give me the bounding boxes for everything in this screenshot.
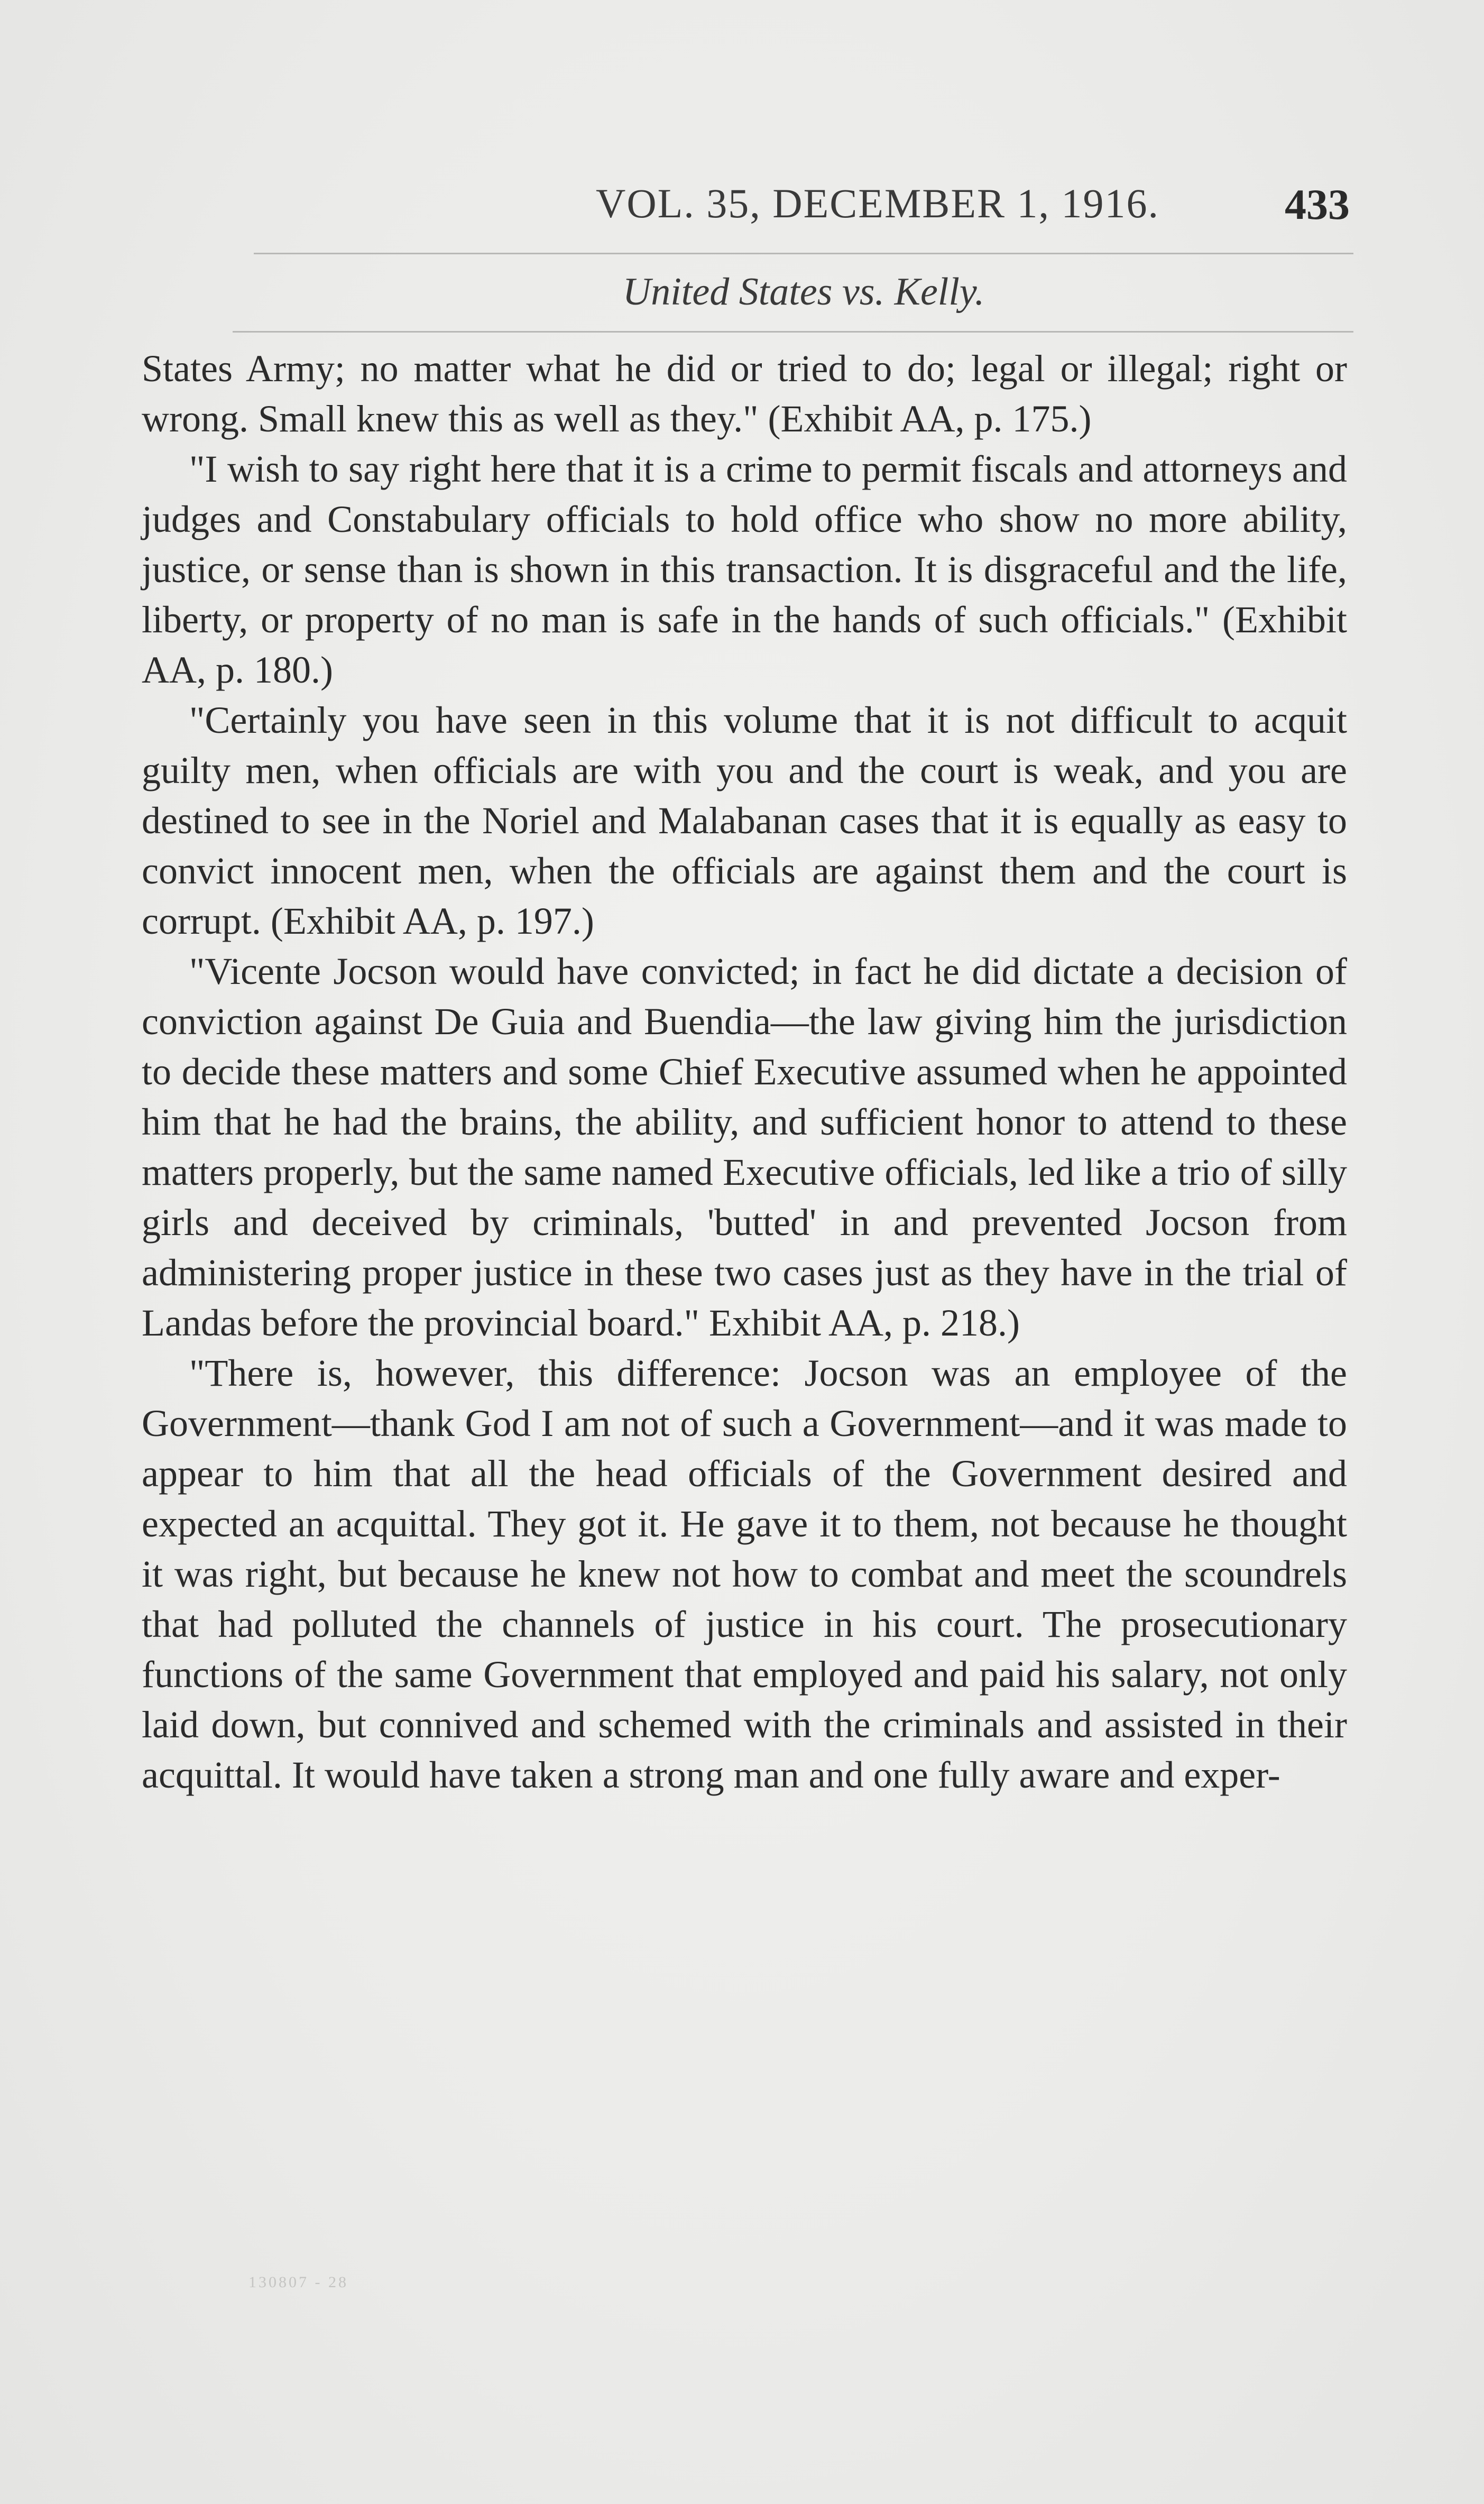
paragraph-4: "Vicente Jocson would have convicted; in fact he did dictate a decision of conviction against De Guia and Buendia—the law giving him the jurisdiction to decide these matters and some Chief Executive assumed when he appointed him that he had the brains, the ability, and sufficient honor to attend to these matters properly, but the same named Executive officials, led like a trio of silly girls and deceived by criminals, 'butted' in and prevented Jocson from administering proper justice in these two cases just as they have in the trial of Landas before the provincial board." Exhibit AA, p. 218.): [142, 950, 1347, 1344]
paragraph-3: "Certainly you have seen in this volume that it is not difficult to acquit guilty men, when officials are with you and the court is weak, and you are destined to see in the Noriel and Malabanan cases that it is equally as easy to convict innocent men, when the officials are against them and the court is corrupt. (Exhibit AA, p. 197.): [142, 699, 1347, 942]
paragraph-1: States Army; no matter what he did or tried to do; legal or illegal; right or wrong. Small knew this as well as they." (Exhibit AA, p. 175.): [142, 347, 1347, 440]
body-text: [142, 344, 1347, 1800]
running-title: United States vs. Kelly.: [622, 270, 985, 314]
header-rule-top: [254, 253, 1353, 254]
volume-date-header: VOL. 35, DECEMBER 1, 1916.: [596, 180, 1159, 226]
header-rule-bottom: [233, 331, 1353, 333]
page-number: 433: [1285, 180, 1350, 228]
paragraph-5: "There is, however, this difference: Jocson was an employee of the Government—thank God I am not of such a Government—and it was made to appear to him that all the head officials of the Government desired and expected an acquittal. They got it. He gave it to them, not because he thought it was right, but because he knew not how to combat and meet the scoundrels that had polluted the channels of justice in his court. The prosecutionary functions of the same Government that employed and paid his salary, not only laid down, but connived and schemed with the criminals and assisted in their acquittal. It would have taken a strong man and one fully aware and exper-: [142, 1352, 1347, 1796]
paragraph-2: "I wish to say right here that it is a crime to permit fiscals and attorneys and judges and Constabulary officials to hold office who show no more ability, justice, or sense than is shown in this transaction. It is disgraceful and the life, liberty, or property of no man is safe in the hands of such officials." (Exhibit AA, p. 180.): [142, 448, 1347, 691]
printer-mark: 130807 - 28: [248, 2273, 348, 2291]
